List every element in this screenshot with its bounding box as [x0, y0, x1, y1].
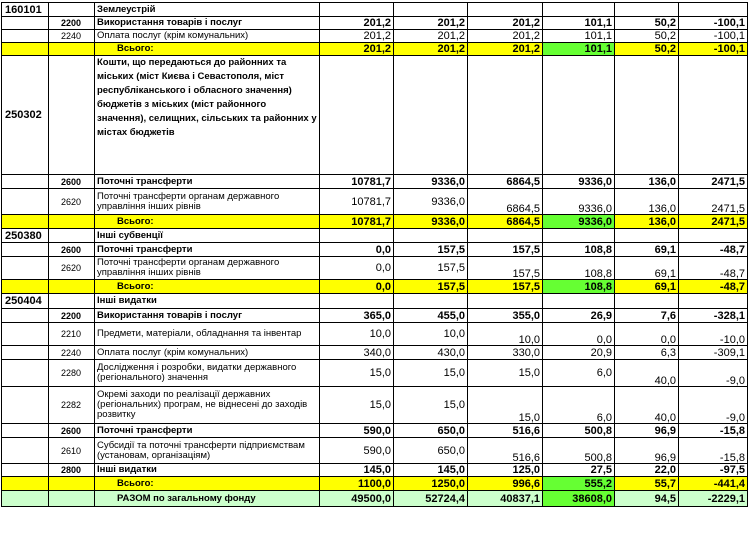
row-value [543, 229, 615, 243]
row-value [394, 3, 468, 17]
budget-table [1, 2, 748, 507]
row-name: Предмети, матеріали, обладнання та інвентар [95, 323, 320, 346]
row-value: 201,2 [320, 17, 394, 30]
row-value: 996,6 [468, 477, 543, 491]
row-value: 9336,0 [394, 175, 468, 189]
table-row [2, 17, 748, 30]
row-value: 157,5 [394, 280, 468, 294]
row-value [679, 3, 748, 17]
row-value: 157,5 [468, 280, 543, 294]
row-value: -9,0 [679, 360, 748, 387]
row-subcode [49, 280, 95, 294]
row-name: Інші видатки [95, 464, 320, 477]
row-value: 101,1 [543, 30, 615, 43]
row-value: 10781,7 [320, 215, 394, 229]
row-value: 2471,5 [679, 175, 748, 189]
row-value: 516,6 [468, 438, 543, 464]
table-row [2, 229, 748, 243]
row-code: 250302 [2, 56, 49, 175]
row-value: 6864,5 [468, 189, 543, 215]
row-name: Всього: [95, 280, 320, 294]
row-name: Поточні трансферти [95, 243, 320, 257]
row-value: 201,2 [320, 30, 394, 43]
row-value: 50,2 [615, 43, 679, 56]
row-value: 0,0 [615, 323, 679, 346]
row-code: 250380 [2, 229, 49, 243]
row-code [2, 477, 49, 491]
table-row [2, 43, 748, 56]
row-value: 590,0 [320, 438, 394, 464]
table-row [2, 215, 748, 229]
row-name: Субсидії та поточні трансферти підприємствам (установам, організаціям) [95, 438, 320, 464]
row-value: -48,7 [679, 280, 748, 294]
row-value: 69,1 [615, 257, 679, 280]
table-row [2, 464, 748, 477]
row-name: Землеустрій [95, 3, 320, 17]
table-row [2, 243, 748, 257]
table-row [2, 56, 748, 175]
row-value: -100,1 [679, 30, 748, 43]
table-row [2, 424, 748, 438]
row-value: -48,7 [679, 243, 748, 257]
row-value: -441,4 [679, 477, 748, 491]
row-value: 15,0 [394, 360, 468, 387]
row-code [2, 438, 49, 464]
row-value: 201,2 [468, 43, 543, 56]
row-name: Окремі заходи по реалізації державних (регіональних) програм, не віднесені до заходів розвитку [95, 387, 320, 424]
row-code [2, 424, 49, 438]
row-value: 136,0 [615, 189, 679, 215]
row-value: 27,5 [543, 464, 615, 477]
row-code [2, 257, 49, 280]
row-value: 69,1 [615, 280, 679, 294]
row-value: 201,2 [320, 43, 394, 56]
row-value: 2471,5 [679, 215, 748, 229]
row-value: 6,0 [543, 387, 615, 424]
row-value: 15,0 [394, 387, 468, 424]
row-value: 0,0 [320, 243, 394, 257]
row-value: 9336,0 [394, 215, 468, 229]
row-code [2, 309, 49, 323]
row-value: 10,0 [468, 323, 543, 346]
row-value: 69,1 [615, 243, 679, 257]
row-value: 330,0 [468, 346, 543, 360]
table-row [2, 309, 748, 323]
row-value: 355,0 [468, 309, 543, 323]
table-row [2, 360, 748, 387]
table-row [2, 438, 748, 464]
row-value [394, 294, 468, 309]
row-value [543, 3, 615, 17]
row-subcode [49, 56, 95, 175]
row-value: 22,0 [615, 464, 679, 477]
row-value: 55,7 [615, 477, 679, 491]
row-value [615, 3, 679, 17]
row-name: Інші видатки [95, 294, 320, 309]
row-value: 108,8 [543, 257, 615, 280]
row-value: 10,0 [394, 323, 468, 346]
row-value: 40837,1 [468, 491, 543, 507]
row-code [2, 175, 49, 189]
row-value: 108,8 [543, 280, 615, 294]
row-subcode [49, 215, 95, 229]
row-value: 38608,0 [543, 491, 615, 507]
row-value [679, 56, 748, 175]
row-subcode: 2200 [49, 17, 95, 30]
row-value [320, 3, 394, 17]
row-name: Всього: [95, 477, 320, 491]
row-value: 201,2 [394, 43, 468, 56]
row-value: 136,0 [615, 215, 679, 229]
row-value: 96,9 [615, 438, 679, 464]
row-value: 6864,5 [468, 215, 543, 229]
row-value [543, 294, 615, 309]
row-subcode [49, 3, 95, 17]
row-value [543, 56, 615, 175]
row-value: 157,5 [468, 243, 543, 257]
row-code [2, 30, 49, 43]
row-value: 101,1 [543, 43, 615, 56]
table-row [2, 257, 748, 280]
row-value: 10,0 [320, 323, 394, 346]
row-name: Поточні трансферти органам державного управління інших рівнів [95, 189, 320, 215]
row-subcode: 2200 [49, 309, 95, 323]
row-code [2, 280, 49, 294]
row-value: 15,0 [320, 387, 394, 424]
row-value [394, 56, 468, 175]
row-value: -9,0 [679, 387, 748, 424]
row-code [2, 346, 49, 360]
row-name: Всього: [95, 43, 320, 56]
row-value: 157,5 [468, 257, 543, 280]
row-value: -2229,1 [679, 491, 748, 507]
row-value: 50,2 [615, 17, 679, 30]
row-value: 26,9 [543, 309, 615, 323]
row-name: Кошти, що передаються до районних та міських (міст Києва і Севастополя, міст республіканського і обласного значення) бюджетів з міських (міст районного значення), селищних, сільських та районних у містах бюджетів [95, 56, 320, 175]
row-subcode: 2800 [49, 464, 95, 477]
row-value: 365,0 [320, 309, 394, 323]
row-name: Поточні трансферти [95, 424, 320, 438]
row-value: 201,2 [394, 17, 468, 30]
row-value: 1250,0 [394, 477, 468, 491]
row-code [2, 491, 49, 507]
row-value: 6,3 [615, 346, 679, 360]
row-code: 250404 [2, 294, 49, 309]
row-value: 15,0 [468, 360, 543, 387]
row-value [394, 229, 468, 243]
row-value: 125,0 [468, 464, 543, 477]
row-value: 145,0 [394, 464, 468, 477]
row-value [468, 3, 543, 17]
row-name: Поточні трансферти [95, 175, 320, 189]
row-subcode [49, 229, 95, 243]
row-subcode: 2240 [49, 30, 95, 43]
row-name: Всього: [95, 215, 320, 229]
row-value: 516,6 [468, 424, 543, 438]
row-name: Дослідження і розробки, видатки державного (регіонального) значення [95, 360, 320, 387]
row-code [2, 243, 49, 257]
row-value [468, 294, 543, 309]
row-value: 136,0 [615, 175, 679, 189]
row-value: 0,0 [320, 280, 394, 294]
row-name: Інші субвенції [95, 229, 320, 243]
row-value: 0,0 [543, 323, 615, 346]
budget-table-body [2, 3, 748, 507]
table-row [2, 189, 748, 215]
row-subcode: 2600 [49, 424, 95, 438]
row-code: 160101 [2, 3, 49, 17]
row-code [2, 189, 49, 215]
row-value: -10,0 [679, 323, 748, 346]
row-value: 455,0 [394, 309, 468, 323]
row-value: 500,8 [543, 424, 615, 438]
row-subcode: 2620 [49, 189, 95, 215]
table-row [2, 3, 748, 17]
row-value: 52724,4 [394, 491, 468, 507]
row-value: -48,7 [679, 257, 748, 280]
row-value: 6864,5 [468, 175, 543, 189]
row-value: -97,5 [679, 464, 748, 477]
row-value: 9336,0 [543, 215, 615, 229]
row-code [2, 17, 49, 30]
table-row [2, 346, 748, 360]
table-row [2, 491, 748, 507]
row-value: 9336,0 [394, 189, 468, 215]
row-value: -100,1 [679, 17, 748, 30]
table-row [2, 280, 748, 294]
row-value: 650,0 [394, 438, 468, 464]
row-value: 500,8 [543, 438, 615, 464]
row-value: -100,1 [679, 43, 748, 56]
row-code [2, 215, 49, 229]
table-row [2, 387, 748, 424]
row-value [468, 229, 543, 243]
row-subcode: 2620 [49, 257, 95, 280]
row-value: 590,0 [320, 424, 394, 438]
row-code [2, 43, 49, 56]
row-value [615, 229, 679, 243]
row-value: 50,2 [615, 30, 679, 43]
row-name: Поточні трансферти органам державного управління інших рівнів [95, 257, 320, 280]
row-value: 10781,7 [320, 175, 394, 189]
row-value: 96,9 [615, 424, 679, 438]
row-subcode: 2600 [49, 243, 95, 257]
row-value: 7,6 [615, 309, 679, 323]
row-value: 555,2 [543, 477, 615, 491]
row-subcode [49, 477, 95, 491]
row-value: 201,2 [468, 30, 543, 43]
row-value: 10781,7 [320, 189, 394, 215]
row-value: 201,2 [394, 30, 468, 43]
row-value: 2471,5 [679, 189, 748, 215]
row-subcode [49, 43, 95, 56]
row-subcode: 2610 [49, 438, 95, 464]
row-value: 157,5 [394, 257, 468, 280]
row-value: 20,9 [543, 346, 615, 360]
row-code [2, 323, 49, 346]
row-subcode: 2282 [49, 387, 95, 424]
row-value: 650,0 [394, 424, 468, 438]
row-name: Оплата послуг (крім комунальних) [95, 30, 320, 43]
row-name: РАЗОМ по загальному фонду [95, 491, 320, 507]
row-value: 101,1 [543, 17, 615, 30]
row-value [320, 56, 394, 175]
row-subcode: 2210 [49, 323, 95, 346]
row-value: -309,1 [679, 346, 748, 360]
row-value: 340,0 [320, 346, 394, 360]
row-value [615, 294, 679, 309]
row-value: 157,5 [394, 243, 468, 257]
row-value: 145,0 [320, 464, 394, 477]
row-value: 94,5 [615, 491, 679, 507]
row-value [468, 56, 543, 175]
row-subcode [49, 294, 95, 309]
row-value: 15,0 [468, 387, 543, 424]
row-code [2, 387, 49, 424]
table-row [2, 294, 748, 309]
row-value [615, 56, 679, 175]
row-value [320, 294, 394, 309]
row-value: 1100,0 [320, 477, 394, 491]
row-value: 108,8 [543, 243, 615, 257]
row-code [2, 360, 49, 387]
row-value [320, 229, 394, 243]
table-row [2, 30, 748, 43]
row-name: Використання товарів і послуг [95, 309, 320, 323]
row-name: Оплата послуг (крім комунальних) [95, 346, 320, 360]
row-value: 40,0 [615, 387, 679, 424]
row-value: 40,0 [615, 360, 679, 387]
row-value: 0,0 [320, 257, 394, 280]
row-subcode: 2280 [49, 360, 95, 387]
row-value: 9336,0 [543, 175, 615, 189]
row-value: -328,1 [679, 309, 748, 323]
table-row [2, 477, 748, 491]
row-value: 430,0 [394, 346, 468, 360]
row-code [2, 464, 49, 477]
row-value: 15,0 [320, 360, 394, 387]
table-row [2, 323, 748, 346]
row-value [679, 294, 748, 309]
row-subcode [49, 491, 95, 507]
row-value: -15,8 [679, 424, 748, 438]
row-value: 201,2 [468, 17, 543, 30]
table-row [2, 175, 748, 189]
row-value: 9336,0 [543, 189, 615, 215]
row-value: -15,8 [679, 438, 748, 464]
row-value: 49500,0 [320, 491, 394, 507]
row-subcode: 2240 [49, 346, 95, 360]
row-name: Використання товарів і послуг [95, 17, 320, 30]
row-value: 6,0 [543, 360, 615, 387]
row-subcode: 2600 [49, 175, 95, 189]
row-value [679, 229, 748, 243]
